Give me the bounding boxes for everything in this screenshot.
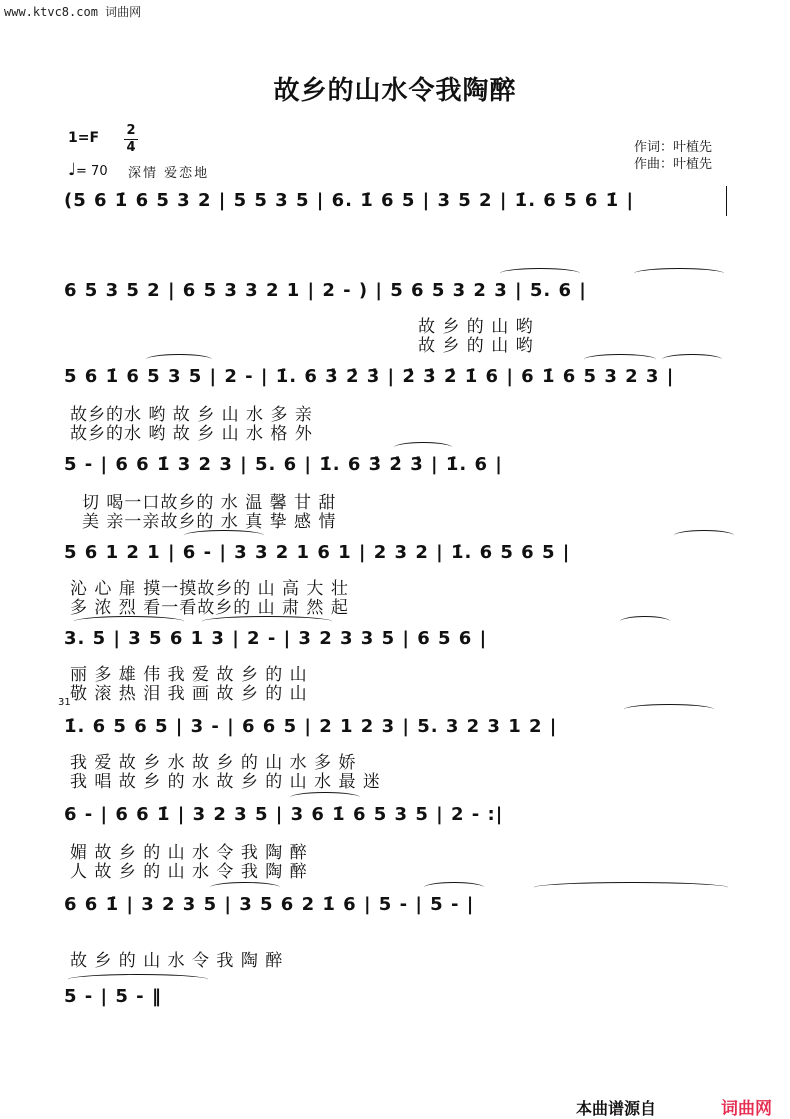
lyric-line-verse-2: 故乡的水 哟 故 乡 山 水 格 外 [70, 424, 313, 444]
composer-credit: 作曲：叶植先 [634, 157, 713, 172]
score-system-5 [64, 538, 734, 576]
slur [500, 268, 580, 279]
lyricist-credit: 作词：叶植先 [634, 140, 713, 155]
lyric-line-verse-1: 我 爱 故 乡 水 故 乡 的 山 水 多 娇 [70, 753, 357, 773]
slur [210, 882, 280, 893]
lyric-line-verse-2: 多 浓 烈 看一看故乡的 山 肃 然 起 [70, 598, 349, 618]
score-system-2 [64, 276, 734, 314]
slur [424, 882, 484, 893]
lyric-line-verse-1: 故 乡 的 山 哟 [418, 317, 534, 337]
lyric-line-verse-1: 故 乡 的 山 水 令 我 陶 醉 [70, 951, 284, 971]
score-system-4 [64, 450, 734, 488]
slur [202, 616, 332, 627]
score-system-1 [64, 186, 734, 224]
lyric-line-verse-1: 切 喝一口故乡的 水 温 馨 甘 甜 [82, 493, 337, 513]
score-system-10 [64, 982, 734, 1020]
notation-row: 6 - | 6 6 1̇ | 3 2 3 5 | 3 6 1̇ 6 5 3 5 | 2 - :| [64, 804, 504, 825]
slur [394, 442, 452, 453]
notation-row: 6 5 3 5 2 | 6 5 3 3 2 1 | 2 - ) | 5 6 5 3 2 3 | 5. 6 | [64, 280, 587, 301]
slur [146, 354, 212, 365]
slur [584, 354, 656, 365]
source-label: 本曲谱源自 [576, 1099, 657, 1118]
tempo-value: = 70 [76, 164, 108, 179]
lyric-line-verse-2: 我 唱 故 乡 的 水 故 乡 的 山 水 最 迷 [70, 772, 381, 792]
site-logo[interactable]: 词曲网 [721, 1099, 772, 1119]
notation-row: 5 6 1̇ 6 5 3 5 | 2 - | 1̇. 6 3̇ 2̇ 3̇ | 2̇ 3̇ 2̇ 1̇ 6 | 6 1̇ 6 5 3 2 3 | [64, 366, 675, 387]
score-title: 故乡的山水令我陶醉 [273, 76, 517, 106]
measure-number: 31 [58, 697, 71, 708]
notation-row: 5 - | 5 - ‖ [64, 986, 162, 1007]
time-numerator: 2 [126, 123, 136, 138]
notation-row: 6 6 1̇ | 3 2 3 5 | 3 5 6 2 1̇ 6 | 5 - | 5 - | [64, 894, 475, 915]
tempo-marking [68, 160, 108, 180]
lyric-line-verse-1: 沁 心 扉 摸一摸故乡的 山 高 大 壮 [70, 579, 349, 599]
slur [662, 354, 722, 365]
score-system-3 [64, 362, 734, 400]
score-system-9 [64, 890, 734, 928]
barline [726, 186, 727, 216]
slur [74, 616, 184, 627]
notation-row: 1̇. 6 5 6 5 | 3 - | 6 6 5 | 2 1 2 3 | 5. 3 2 3 1 2 | [64, 716, 558, 737]
lyric-line-verse-2: 敬 滚 热 泪 我 画 故 乡 的 山 [70, 684, 308, 704]
slur [534, 882, 728, 893]
time-signature [124, 124, 138, 155]
lyric-line-verse-1: 媚 故 乡 的 山 水 令 我 陶 醉 [70, 843, 308, 863]
key-signature: 1=F [68, 130, 100, 146]
notation-row: (5 6 1̇ 6 5 3 2 | 5 5 3 5 | 6. 1̇ 6 5 | 3 5 2 | 1̇. 6 5 6 1̇ | [64, 190, 635, 211]
time-denominator: 4 [126, 140, 136, 155]
watermark-url: www.ktvc8.com 词曲网 [4, 5, 142, 19]
lyric-line-verse-1: 丽 多 雄 伟 我 爱 故 乡 的 山 [70, 665, 308, 685]
notation-row: 5 6 1 2 1 | 6 - | 3 3 2 1 6 1 | 2 3 2 | 1̇. 6 5 6 5 | [64, 542, 571, 563]
notation-row: 3. 5 | 3 5 6 1 3 | 2 - | 3 2 3 3 5 | 6 5 6 | [64, 628, 488, 649]
score-system-8 [64, 800, 734, 838]
lyric-line-verse-2: 人 故 乡 的 山 水 令 我 陶 醉 [70, 862, 308, 882]
slur [184, 530, 264, 541]
score-system-7 [64, 712, 734, 750]
lyric-line-verse-2: 美 亲一亲故乡的 水 真 挚 感 情 [82, 512, 337, 532]
notation-row: 5 - | 6 6 1̇ 3 2 3 | 5. 6 | 1̇. 6 3̇ 2̇ 3̇ | 1̇. 6 | [64, 454, 503, 475]
lyric-line-verse-2: 故 乡 的 山 哟 [418, 336, 534, 356]
lyric-line-verse-1: 故乡的水 哟 故 乡 山 水 多 亲 [70, 405, 313, 425]
quarter-note-icon: ♩ [68, 160, 77, 180]
slur [290, 792, 360, 803]
expression-marking: 深情 爱恋地 [128, 166, 210, 181]
slur [624, 704, 714, 715]
slur [674, 530, 734, 541]
score-system-6 [64, 624, 734, 662]
slur [634, 268, 724, 279]
slur [620, 616, 670, 627]
slur [68, 974, 208, 985]
